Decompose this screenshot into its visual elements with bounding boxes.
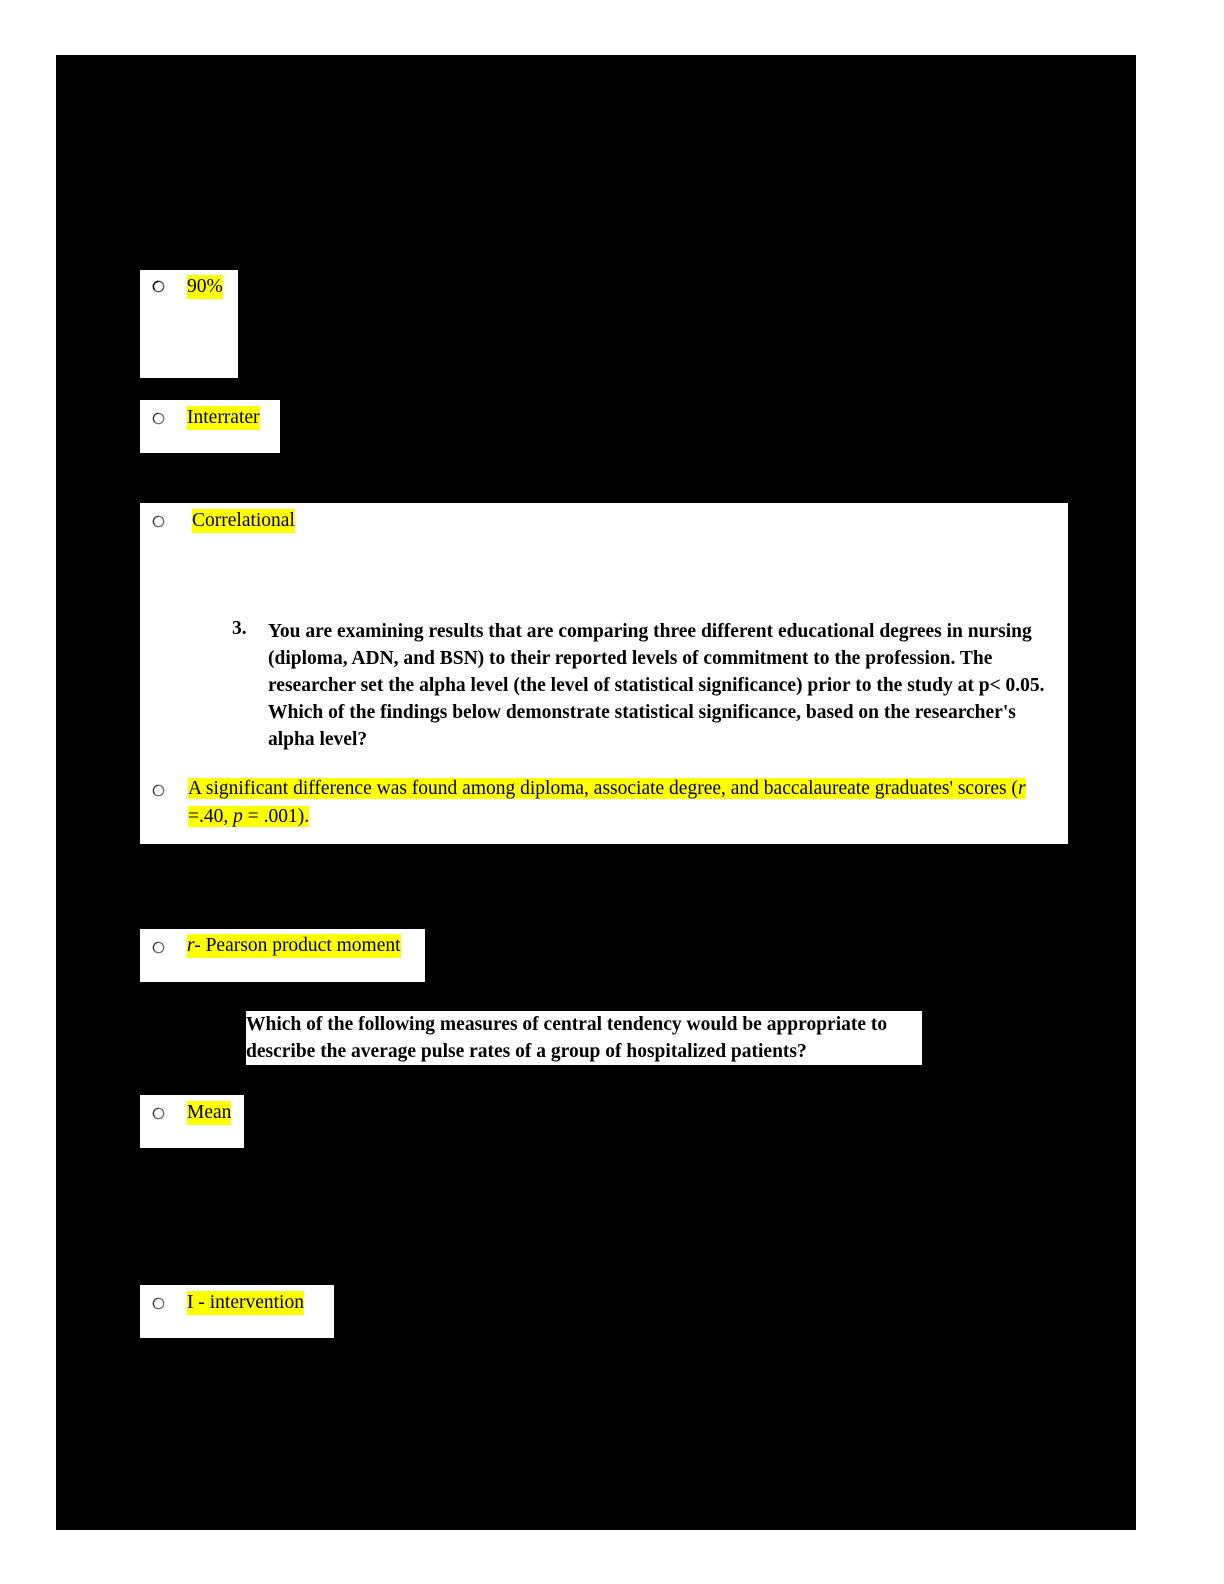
answer-r-value: =.40,	[188, 806, 234, 827]
radio-button-unselected-icon[interactable]	[152, 412, 165, 425]
radio-button-unselected-icon[interactable]	[152, 784, 165, 797]
answer-stat-r: r	[1017, 778, 1026, 799]
option-block-mean	[140, 1095, 244, 1148]
question-4-text: Which of the following measures of central tendency would be appropriate to describe the average pulse rates of a group of hospitalized patients?	[246, 1014, 888, 1062]
option-block-intervention	[140, 1285, 334, 1338]
option-label-90: 90%	[187, 276, 223, 297]
question-4-block	[246, 1011, 922, 1065]
radio-button-unselected-icon[interactable]	[152, 1107, 165, 1120]
question-3-block	[140, 503, 1068, 844]
option-label-interrater: Interrater	[187, 407, 260, 428]
document-page	[56, 55, 1136, 1530]
option-label-mean: Mean	[187, 1102, 232, 1123]
answer-text-part1: A significant difference was found among diploma, associate degree, and baccalaureate graduates' scores (	[188, 778, 1018, 799]
question-3-text: You are examining results that are comparing three different educational degrees in nursing (diploma, ADN, and BSN) to their reported levels of commitment to the profession. The researcher set the alpha level (the level of statistical significance) prior to the study at p< 0.05. Which of the findings below demonstrate statistical significance, based on the researcher's alpha level?	[268, 621, 1045, 750]
pearson-label-rest: Pearson product moment	[200, 935, 401, 956]
option-label-intervention: I - intervention	[187, 1292, 304, 1313]
pearson-symbol: r-	[187, 935, 201, 956]
question-3-answer-option	[188, 775, 1048, 831]
option-label-correlational: Correlational	[192, 510, 295, 531]
option-block-interrater	[140, 400, 280, 453]
option-block-pearson	[140, 929, 425, 982]
question-3-number: 3.	[232, 618, 247, 639]
answer-stat-p: p	[233, 806, 243, 827]
radio-button-unselected-icon[interactable]	[152, 941, 165, 954]
radio-button-unselected-icon[interactable]	[152, 280, 165, 293]
answer-p-value: = .001).	[242, 806, 310, 827]
option-block-90	[140, 270, 238, 378]
radio-button-unselected-icon[interactable]	[152, 515, 165, 528]
radio-button-unselected-icon[interactable]	[152, 1297, 165, 1310]
option-label-pearson	[187, 934, 401, 958]
